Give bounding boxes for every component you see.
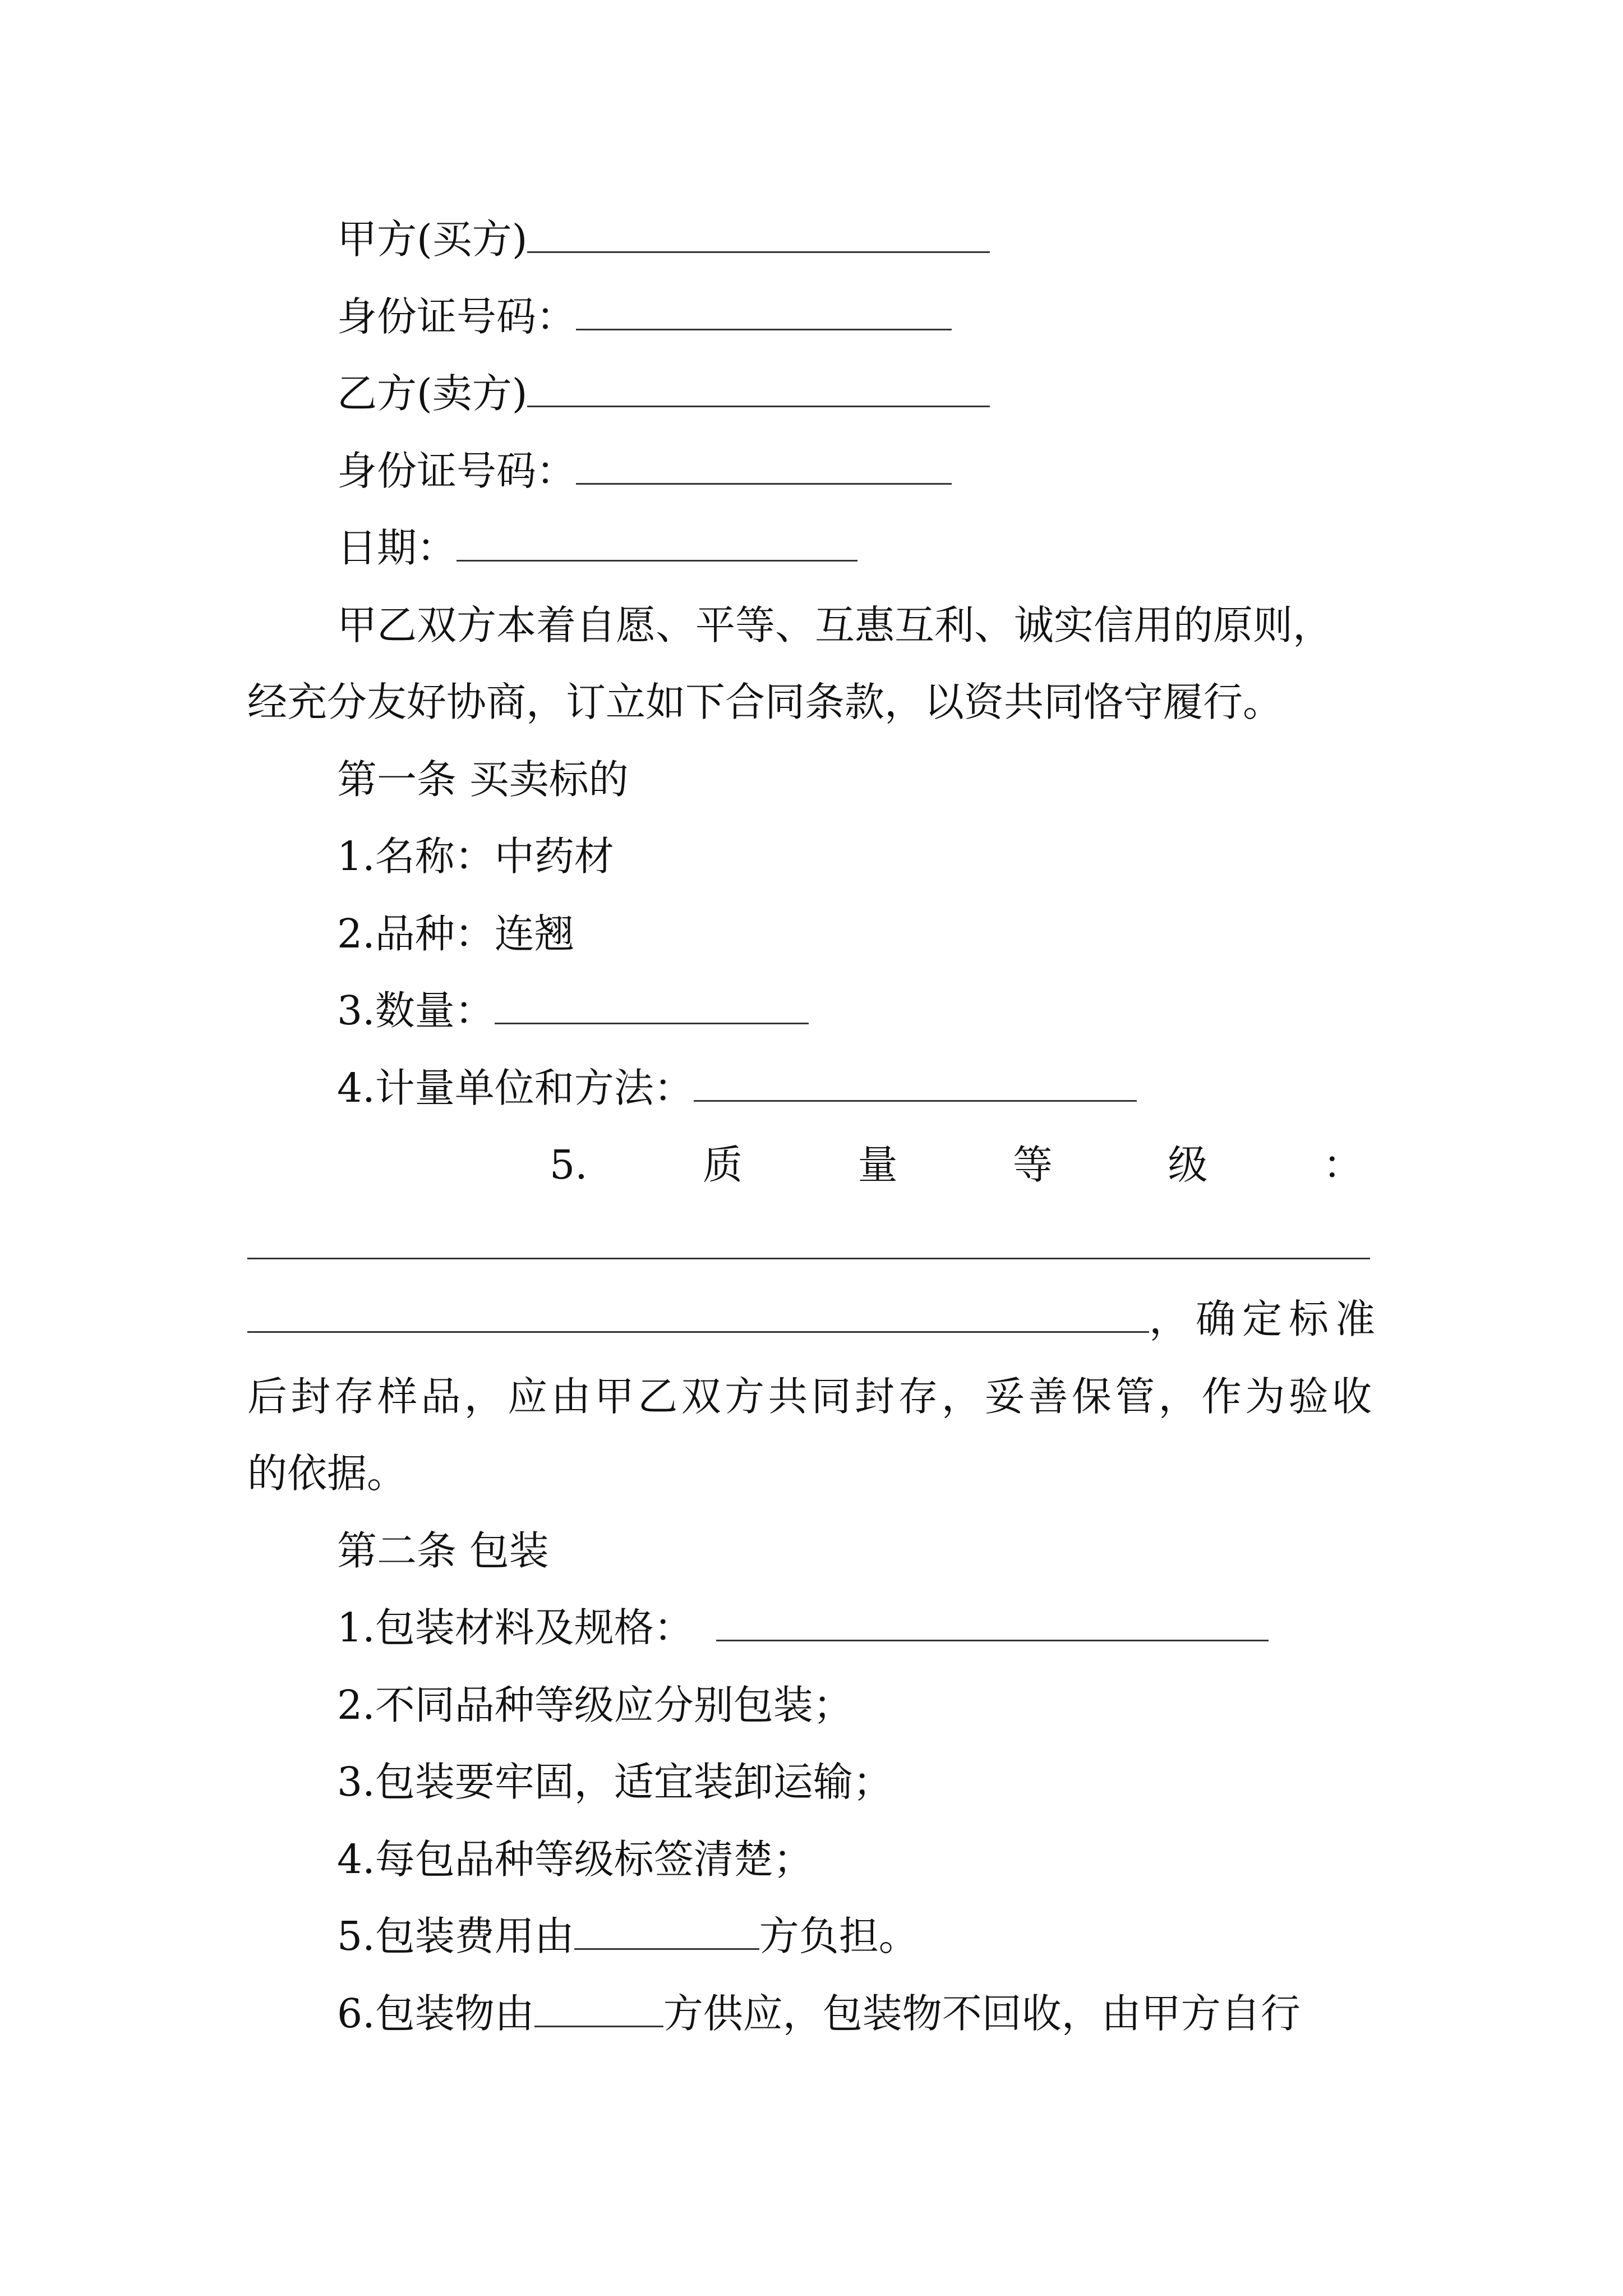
date-blank[interactable]: [457, 525, 857, 562]
party-a-label: 甲方(买方): [337, 216, 528, 263]
preamble-line-2: 经充分友好协商，订立如下合同条款，以资共同恪守履行。: [247, 679, 1283, 725]
article-2-item-4: 4.每包品种等级标签清楚；: [337, 1836, 813, 1883]
unit-method-label: 4.计量单位和方法：: [337, 1065, 694, 1111]
party-b-id-blank[interactable]: [576, 448, 952, 485]
preamble-line-1: 甲乙双方本着自愿、平等、互惠互利、诚实信用的原则，: [337, 602, 1333, 648]
article-2-item-3: 3.包装要牢固，适宜装卸运输；: [337, 1759, 893, 1805]
party-b-label: 乙方(卖方): [337, 370, 528, 417]
article-1-item-1: 1.名称：中药材: [337, 833, 614, 880]
quality-grade-blank-1[interactable]: [247, 1258, 1370, 1259]
article-1-item-2: 2.品种：连翘: [337, 910, 574, 957]
quality-grade-line-4: 的依据。: [247, 1450, 407, 1497]
article-1-item-4: [337, 1063, 1137, 1114]
packaging-supply-label: 6.包装物由: [337, 1990, 534, 2037]
date-label: 日期：: [337, 524, 457, 571]
quality-grade-blank-2[interactable]: [247, 1296, 1149, 1333]
party-b-id-line: [337, 446, 952, 496]
article-2-item-2: 2.不同品种等级应分别包装；: [337, 1682, 853, 1728]
article-1-item-3: [337, 986, 809, 1036]
date-line: [337, 523, 857, 573]
packaging-supply-tail: 方供应，包装物不回收，由甲方自行: [663, 1990, 1301, 2037]
quality-char-2: 量: [857, 1142, 898, 1188]
quality-grade-tail: ，确定标准: [1149, 1296, 1382, 1342]
packaging-material-label: 1.包装材料及规格：: [337, 1604, 694, 1651]
quality-grade-heading: [550, 1140, 1363, 1190]
article-1-title: 第一条 买卖标的: [337, 756, 629, 803]
article-2-title: 第二条 包装: [337, 1527, 549, 1574]
unit-method-blank[interactable]: [694, 1065, 1137, 1102]
party-b-id-label: 身份证号码：: [337, 448, 577, 494]
article-2-item-6: [337, 1989, 1301, 2039]
party-a-id-blank[interactable]: [576, 294, 952, 330]
packaging-material-blank[interactable]: [716, 1605, 1269, 1641]
packaging-cost-tail: 方负担。: [759, 1913, 919, 1959]
quantity-label: 3.数量：: [337, 987, 495, 1034]
quality-grade-line-3: 后封存样品，应由甲乙双方共同封存，妥善保管，作为验收: [247, 1373, 1372, 1420]
party-a-blank[interactable]: [527, 217, 990, 253]
article-2-item-5: [337, 1911, 919, 1962]
packaging-cost-party-blank[interactable]: [574, 1913, 759, 1950]
quality-num: 5.: [550, 1142, 588, 1188]
party-a-id-label: 身份证号码：: [337, 293, 577, 340]
article-2-item-1: [337, 1603, 1269, 1653]
quality-char-4: 级: [1168, 1142, 1208, 1188]
packaging-supply-party-blank[interactable]: [534, 1991, 663, 2027]
quality-char-3: 等: [1013, 1142, 1053, 1188]
packaging-cost-label: 5.包装费用由: [337, 1913, 574, 1959]
quality-grade-line-2: [247, 1294, 1382, 1345]
party-b-blank[interactable]: [527, 371, 990, 407]
quantity-blank[interactable]: [495, 988, 809, 1024]
party-a-line: [337, 214, 990, 265]
quality-char-1: 质: [703, 1142, 743, 1188]
party-b-line: [337, 369, 990, 419]
party-a-id-line: [337, 292, 952, 342]
quality-colon: ：: [1322, 1142, 1363, 1188]
